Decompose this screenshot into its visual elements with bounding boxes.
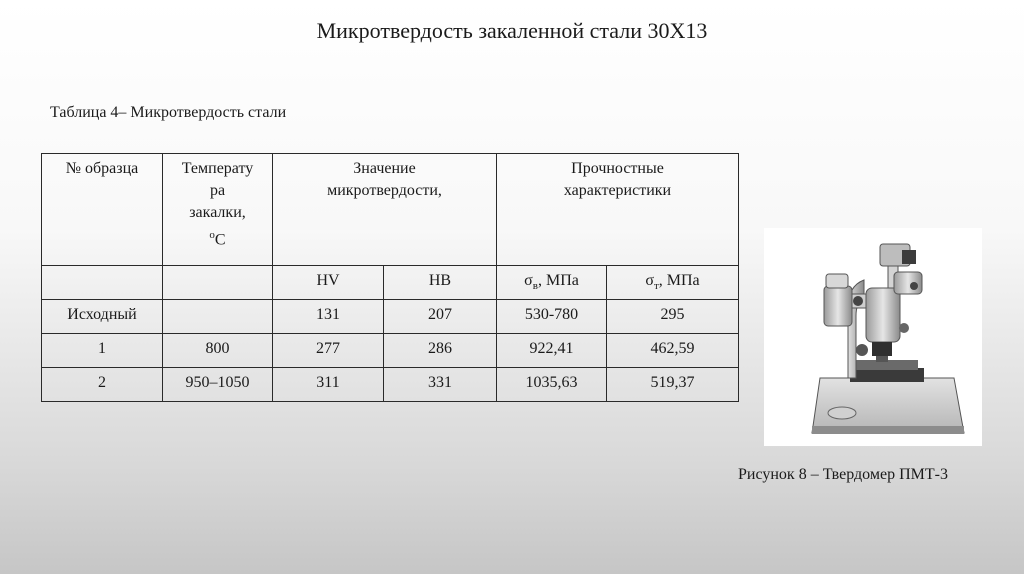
microhardness-tester-icon — [764, 228, 982, 446]
cell-hv: 131 — [273, 300, 384, 334]
degree-mark: о — [209, 229, 215, 241]
header-temp-line-3: закалки, — [189, 204, 246, 221]
cell-sigma-b: 530-780 — [497, 300, 607, 334]
header-temperature — [163, 154, 273, 266]
subheader-empty-sample — [42, 266, 163, 300]
table-row — [42, 334, 739, 368]
cell-temp: 800 — [163, 334, 273, 368]
figure-caption: Рисунок 8 – Твердомер ПМТ-3 — [738, 466, 948, 483]
cell-sigma-t: 462,59 — [607, 334, 739, 368]
sigma-t-symbol: σ — [645, 272, 654, 289]
cell-sample: Исходный — [42, 300, 163, 334]
cell-sigma-t: 519,37 — [607, 368, 739, 402]
sigma-t-unit: , МПа — [658, 272, 700, 289]
header-temp-line-2: ра — [209, 182, 226, 199]
table-caption: Таблица 4– Микротвердость стали — [50, 104, 287, 121]
subheader-hv: HV — [273, 266, 384, 300]
cell-hb: 286 — [384, 334, 497, 368]
subheader-sigma-b — [497, 266, 607, 300]
cell-hv: 311 — [273, 368, 384, 402]
sigma-b-unit: , МПа — [537, 272, 579, 289]
header-sample: № образца — [42, 154, 163, 266]
cell-sample: 1 — [42, 334, 163, 368]
celsius-label: С — [214, 231, 226, 249]
header-temp-line-1: Температу — [181, 160, 254, 177]
microhardness-table — [41, 153, 739, 402]
subheader-sigma-t — [607, 266, 739, 300]
header-microhardness: Значение микротвердости, — [273, 154, 497, 266]
cell-hb: 331 — [384, 368, 497, 402]
cell-sigma-b: 1035,63 — [497, 368, 607, 402]
cell-temp: 950–1050 — [163, 368, 273, 402]
header-strength: Прочностные характеристики — [497, 154, 739, 266]
subheader-hb: HB — [384, 266, 497, 300]
table-header-row — [42, 154, 739, 266]
table-row — [42, 368, 739, 402]
table-subheader-row — [42, 266, 739, 300]
sigma-b-symbol: σ — [524, 272, 533, 289]
header-temp-line-4 — [166, 224, 269, 251]
slide-title: Микротвердость закаленной стали 30Х13 — [316, 18, 708, 43]
cell-hb: 207 — [384, 300, 497, 334]
table-row — [42, 300, 739, 334]
subheader-empty-temp — [163, 266, 273, 300]
cell-sample: 2 — [42, 368, 163, 402]
cell-temp — [163, 300, 273, 334]
sigma-t-subscript: т — [653, 280, 659, 293]
cell-sigma-b: 922,41 — [497, 334, 607, 368]
microhardness-tester-photo — [764, 228, 982, 446]
cell-sigma-t: 295 — [607, 300, 739, 334]
cell-hv: 277 — [273, 334, 384, 368]
sigma-b-subscript: в — [532, 280, 538, 293]
